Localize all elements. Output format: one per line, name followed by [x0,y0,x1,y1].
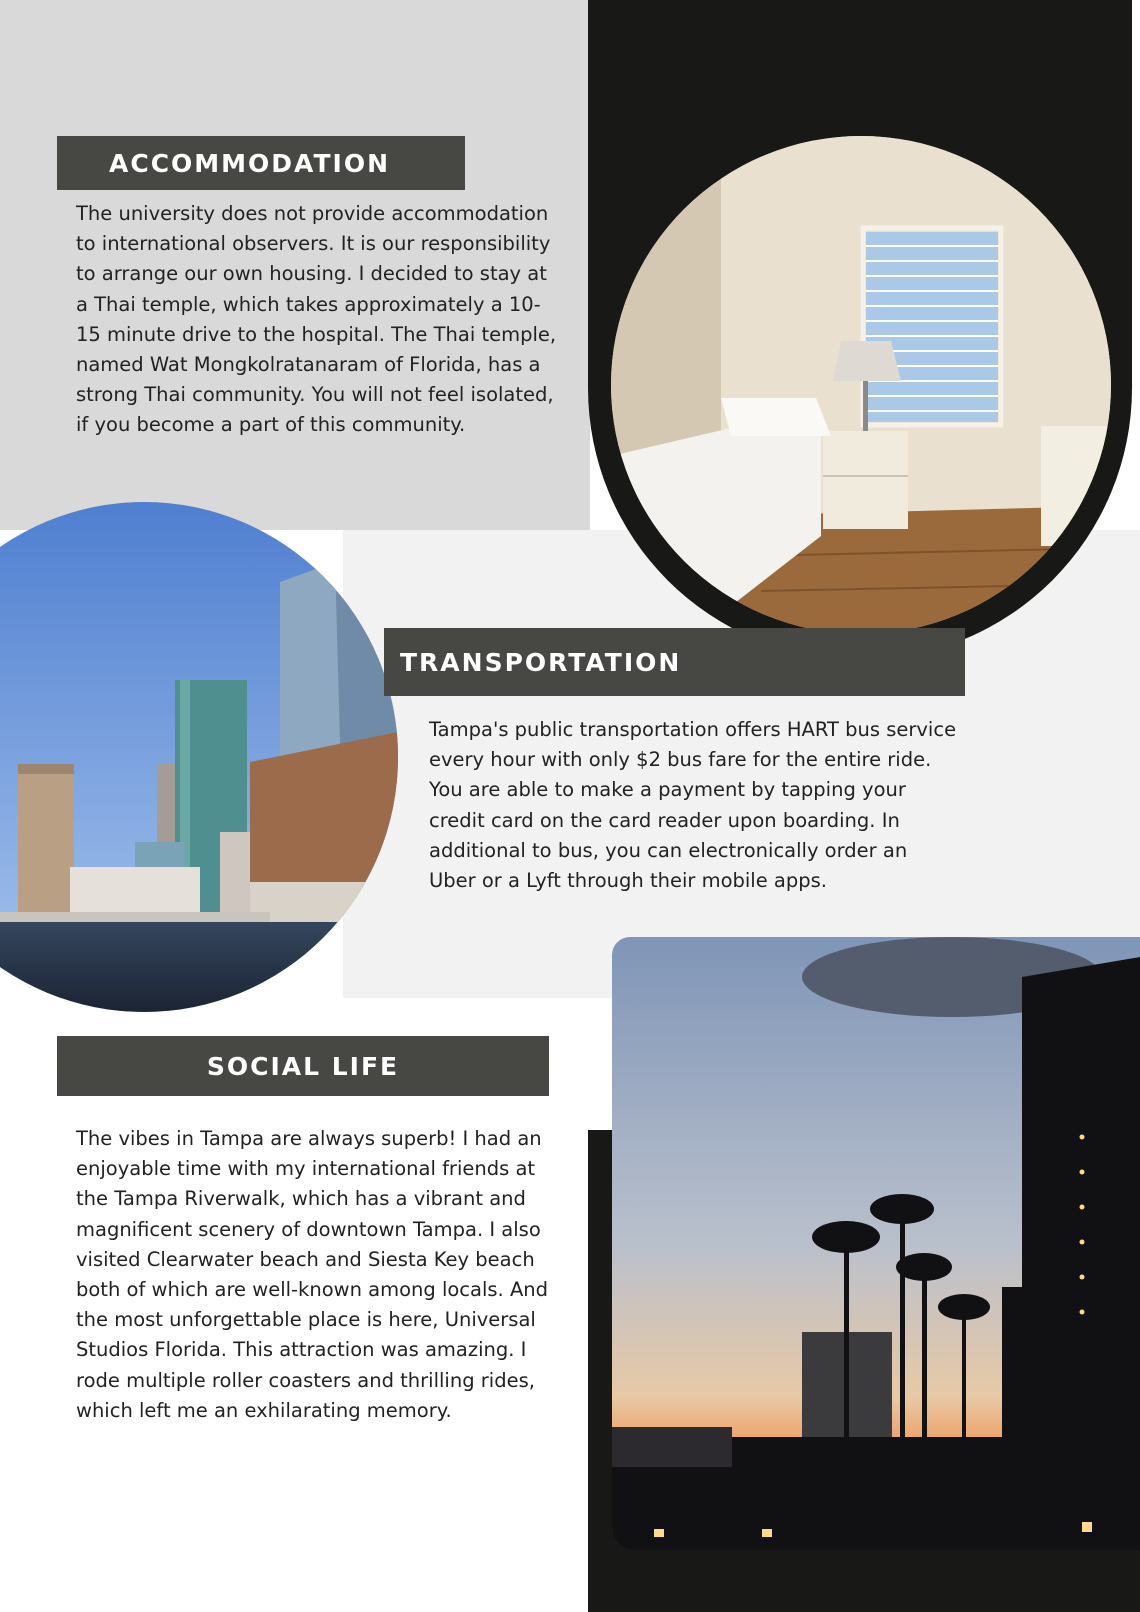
accommodation-heading-text: ACCOMMODATION [109,148,390,178]
social-life-heading-text: SOCIAL LIFE [206,1051,400,1081]
social-life-heading [57,1036,549,1096]
accommodation-body: The university does not provide accommodation to international observers. It is our responsibility to arrange our own housing. I decided to stay at a Thai temple, which takes approximately a 10-15 minute drive to the hospital. The Thai temple, named Wat Mongkolratanaram of Florida, has a strong Thai community. You will not feel isolated, if you become a part of this community. [76,202,557,437]
social-life-body: The vibes in Tampa are always superb! I had an enjoyable time with my international friends at the Tampa Riverwalk, which has a vibrant and magnificent scenery of downtown Tampa. I also visited Clearwater beach and Siesta Key beach both of which are well-known among locals. And the most unforgettable place is here, Universal Studios Florida. This attraction was amazing. I rode multiple roller coasters and thrilling rides, which left me an exhilarating memory. [76,1127,549,1422]
bedroom-photo [611,136,1111,634]
tampa-skyline-photo [0,502,398,1012]
transportation-heading [384,628,965,696]
accommodation-heading [57,136,465,190]
transportation-body: Tampa's public transportation offers HART bus service every hour with only $2 bus fare for the entire ride. You are able to make a payment by tapping your credit card on the card reader upon boarding. In additional to bus, you can electronically order an Uber or a Lyft through their mobile apps. [429,718,957,893]
transportation-heading-text: TRANSPORTATION [400,647,682,677]
riverwalk-sunset-photo [612,937,1140,1550]
